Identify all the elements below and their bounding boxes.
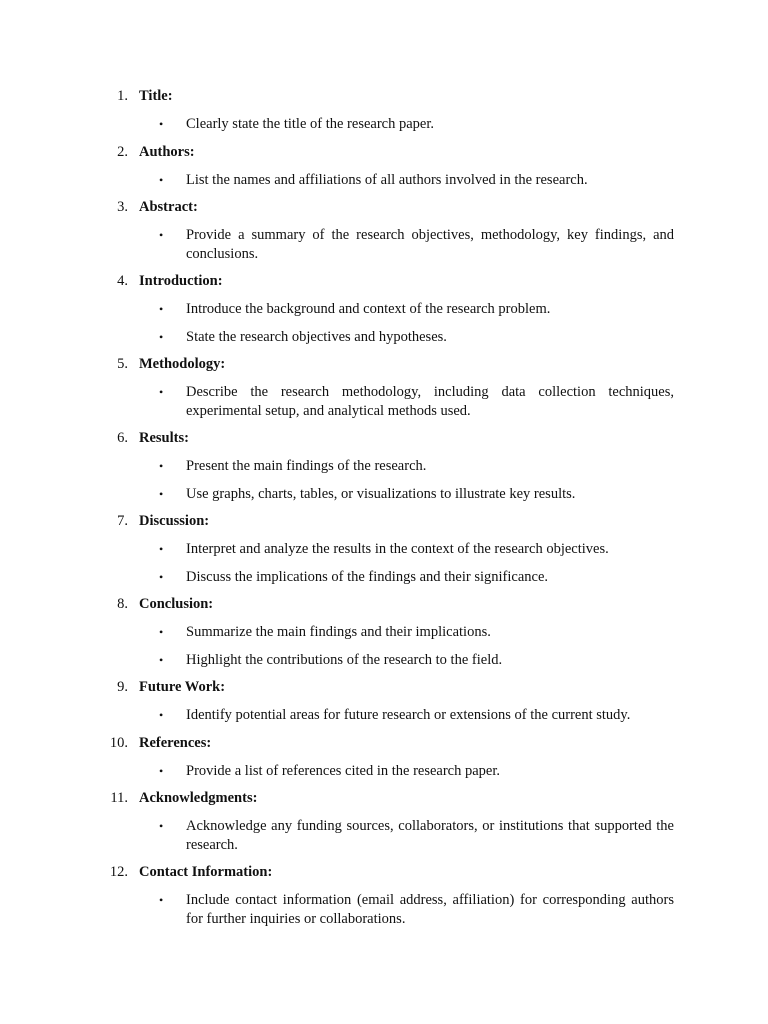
section-title: Future Work:	[139, 679, 226, 695]
bullet-icon: •	[159, 893, 164, 907]
bullet-list	[0, 114, 768, 134]
section-item	[0, 677, 768, 725]
bullet-text: State the research objectives and hypotheses.	[186, 328, 447, 345]
section-heading	[0, 788, 768, 808]
section-number: 11.	[110, 790, 128, 806]
bullet-list	[0, 705, 768, 725]
bullet-icon: •	[159, 819, 164, 833]
section-title: Methodology:	[139, 356, 226, 372]
section-heading	[0, 354, 768, 374]
bullet-text: List the names and affiliations of all authors involved in the research.	[186, 171, 588, 188]
bullet-item	[0, 225, 768, 263]
bullet-item	[0, 650, 768, 670]
section-number: 4.	[117, 273, 128, 289]
bullet-item	[0, 705, 768, 725]
section-heading	[0, 428, 768, 448]
section-number: 5.	[117, 356, 128, 372]
bullet-list	[0, 382, 768, 420]
section-heading	[0, 511, 768, 531]
bullet-item	[0, 761, 768, 781]
section-heading	[0, 594, 768, 614]
section-item	[0, 511, 768, 586]
bullet-list	[0, 816, 768, 854]
section-heading	[0, 271, 768, 291]
bullet-text: Present the main findings of the research.	[186, 458, 427, 474]
bullet-text: Highlight the contributions of the research to the field.	[186, 651, 503, 668]
section-number: 2.	[117, 143, 128, 160]
bullet-list	[0, 456, 768, 503]
section-item	[0, 788, 768, 854]
bullet-text: Include contact information (email address, affiliation) for corresponding authors for further inquiries or collaborations.	[186, 892, 674, 927]
bullet-item	[0, 484, 768, 504]
section-title: Authors:	[139, 143, 195, 160]
section-list	[0, 86, 768, 936]
section-item	[0, 862, 768, 928]
section-heading	[0, 862, 768, 882]
section-heading	[0, 733, 768, 753]
bullet-text: Clearly state the title of the research paper.	[186, 116, 435, 132]
section-heading	[0, 86, 768, 106]
bullet-item	[0, 382, 768, 420]
bullet-item	[0, 890, 768, 928]
bullet-text: Interpret and analyze the results in the context of the research objectives.	[186, 541, 609, 557]
section-number: 12.	[109, 864, 128, 880]
bullet-item	[0, 170, 768, 190]
section-item	[0, 594, 768, 669]
bullet-text: Describe the research methodology, including data collection techniques, experimental setup, and analytical methods used.	[186, 384, 674, 419]
bullet-icon: •	[159, 625, 164, 639]
bullet-item	[0, 299, 768, 319]
bullet-icon: •	[159, 486, 164, 501]
bullet-list	[0, 225, 768, 263]
bullet-text: Summarize the main findings and their implications.	[186, 624, 491, 640]
section-heading	[0, 142, 768, 162]
bullet-text: Provide a list of references cited in the research paper.	[186, 762, 501, 779]
section-item	[0, 142, 768, 190]
section-title: Conclusion:	[139, 596, 214, 612]
bullet-text: Identify potential areas for future research or extensions of the current study.	[186, 707, 631, 723]
bullet-text: Discuss the implications of the findings and their significance.	[186, 568, 549, 585]
section-title: Results:	[139, 430, 189, 446]
bullet-icon: •	[159, 542, 164, 556]
bullet-text: Acknowledge any funding sources, collaborators, or institutions that supported the research.	[186, 818, 674, 853]
bullet-icon: •	[159, 172, 164, 187]
section-item	[0, 197, 768, 263]
bullet-list	[0, 761, 768, 781]
section-number: 6.	[117, 430, 128, 446]
bullet-item	[0, 539, 768, 559]
section-item	[0, 428, 768, 503]
bullet-item	[0, 327, 768, 347]
bullet-list	[0, 299, 768, 346]
bullet-icon: •	[159, 385, 164, 399]
bullet-text: Provide a summary of the research objectives, methodology, key findings, and conclusions.	[186, 227, 674, 262]
section-heading	[0, 197, 768, 217]
section-item	[0, 733, 768, 781]
bullet-icon: •	[159, 329, 164, 344]
bullet-list	[0, 539, 768, 586]
bullet-icon: •	[159, 763, 164, 778]
bullet-item	[0, 567, 768, 587]
section-title: Title:	[139, 88, 173, 104]
bullet-icon: •	[159, 117, 164, 131]
bullet-list	[0, 170, 768, 190]
section-number: 9.	[117, 679, 128, 695]
section-title: Contact Information:	[139, 864, 273, 880]
section-item	[0, 354, 768, 420]
bullet-icon: •	[159, 708, 164, 722]
section-heading	[0, 677, 768, 697]
bullet-icon: •	[159, 652, 164, 667]
section-title: Acknowledgments:	[139, 790, 258, 806]
section-item	[0, 271, 768, 346]
section-title: References:	[139, 734, 212, 751]
bullet-icon: •	[159, 302, 164, 316]
bullet-list	[0, 890, 768, 928]
section-number: 1.	[117, 88, 128, 104]
section-title: Introduction:	[139, 273, 223, 289]
bullet-list	[0, 622, 768, 669]
section-title: Discussion:	[139, 513, 210, 529]
bullet-item	[0, 816, 768, 854]
section-number: 8.	[117, 596, 128, 612]
bullet-item	[0, 114, 768, 134]
section-number: 3.	[117, 199, 128, 215]
bullet-icon: •	[159, 569, 164, 584]
bullet-item	[0, 456, 768, 476]
section-item	[0, 86, 768, 134]
bullet-icon: •	[159, 228, 164, 242]
bullet-text: Introduce the background and context of the research problem.	[186, 301, 551, 317]
section-number: 7.	[117, 513, 128, 529]
bullet-item	[0, 622, 768, 642]
bullet-text: Use graphs, charts, tables, or visualizations to illustrate key results.	[186, 485, 576, 502]
section-title: Abstract:	[139, 199, 198, 215]
bullet-icon: •	[159, 459, 164, 473]
section-number: 10.	[109, 734, 128, 751]
